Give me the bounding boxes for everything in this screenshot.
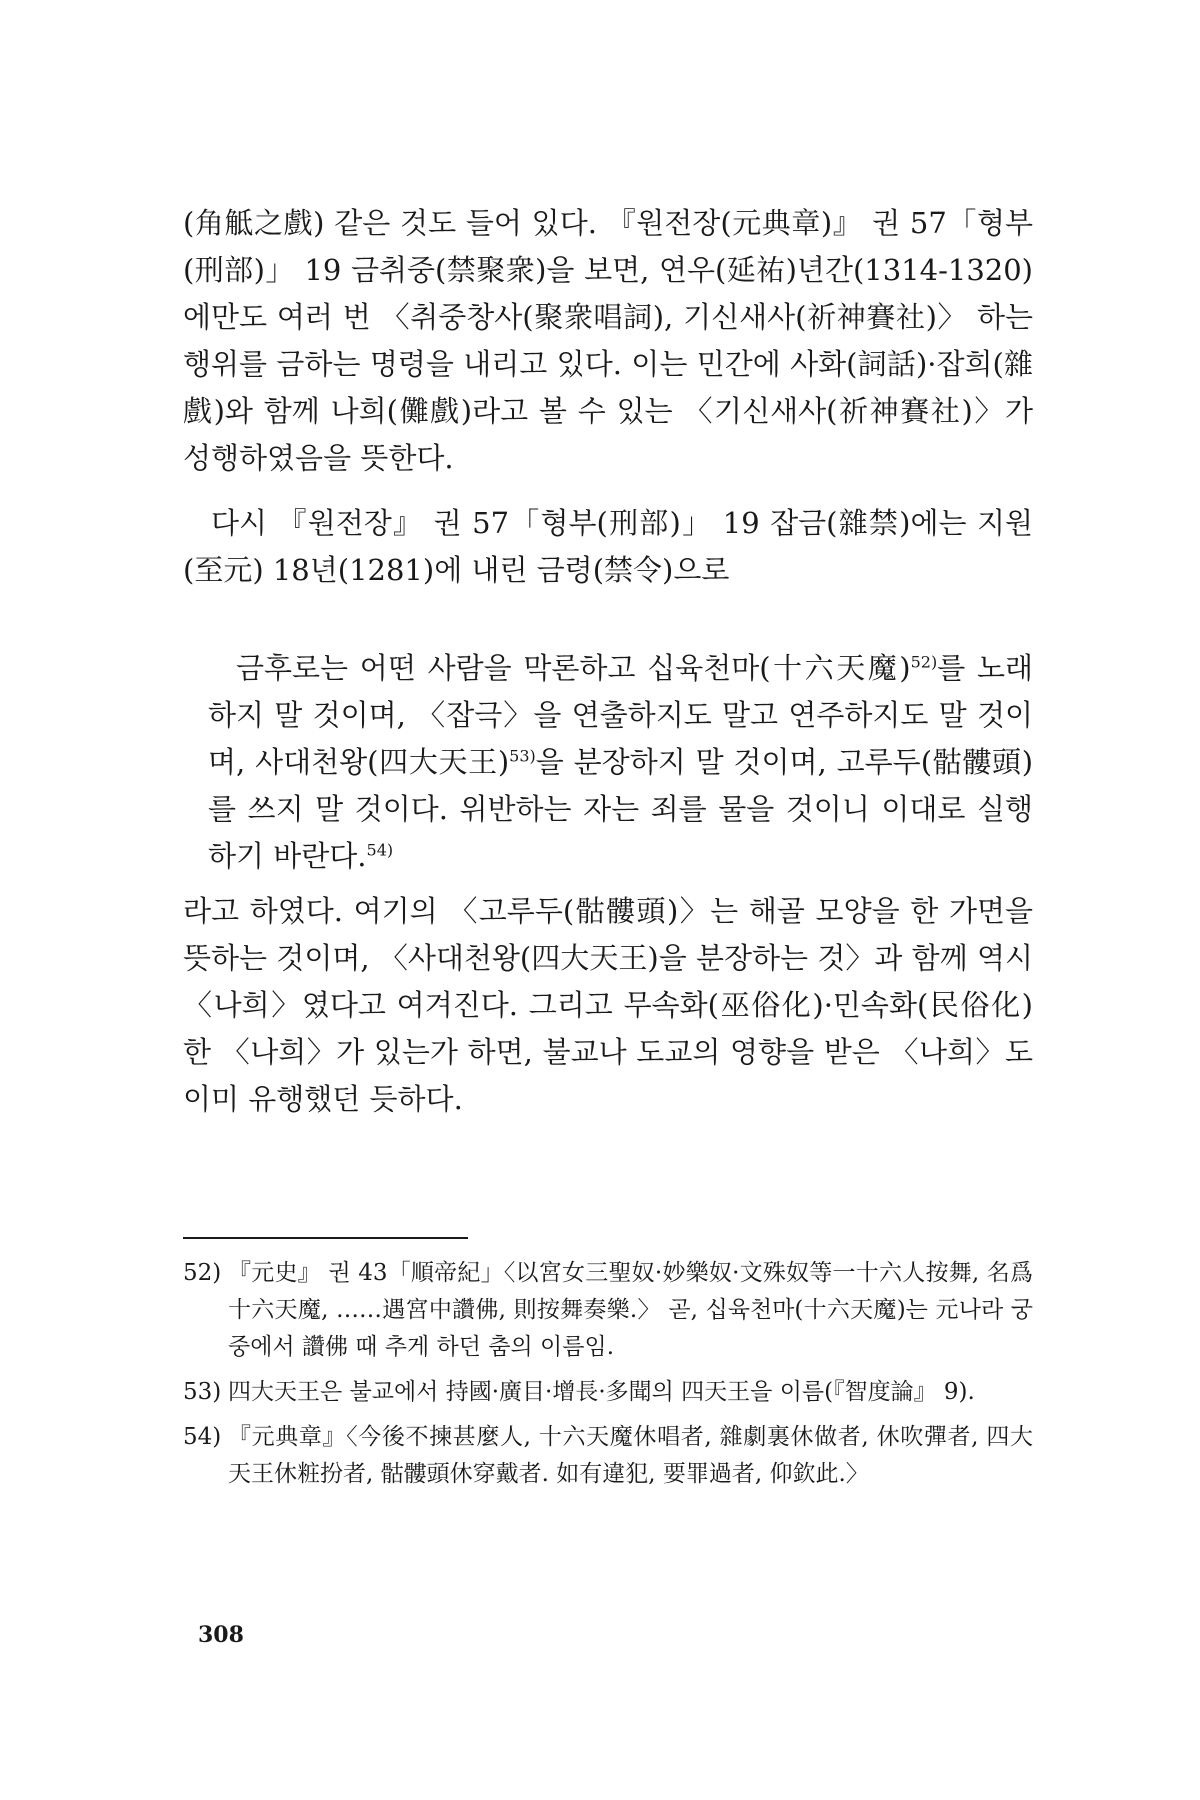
footnote-53 xyxy=(183,1374,1033,1411)
footnote-text: 四大天王은 불교에서 持國·廣目·增長·多聞의 四天王을 이름(『智度論』 9). xyxy=(228,1379,975,1405)
footnote-ref-52: 52) xyxy=(910,652,938,672)
body-paragraph-2: 다시 『원전장』 권 57「형부(刑部)」 19 잡금(雜禁)에는 지원(至元) 18년(1281)에 내린 금령(禁令)으로 xyxy=(183,506,1033,587)
quote-text: 를 노래하지 말 것이며, 〈잡극〉을 연출하지도 말고 연주하지도 말 것이며, 사대천왕(四大天王) xyxy=(208,651,1033,779)
body-paragraph-1: (角觝之戲) 같은 것도 들어 있다. 『원전장(元典章)』 권 57「형부(刑部)」 19 금취중(禁聚衆)을 보면, 연우(延祐)년간(1314-1320)에만도 여러 번 〈취중창사(聚衆唱詞), 기신새사(祈神賽社)〉 하는 행위를 금하는 명령을 내리고 있다. 이는 민간에 사화(詞話)·잡희(雜戲)와 함께 나희(儺戲)라고 볼 수 있는 〈기신새사(祈神賽社)〉가 성행하였음을 뜻한다. xyxy=(183,206,1033,475)
footnote-ref-54: 54) xyxy=(366,840,394,860)
footnote-divider xyxy=(183,1237,468,1239)
quote-text: 을 분장하지 말 것이며, 고루두(骷髏頭)를 쓰지 말 것이다. 위반하는 자는 죄를 물을 것이니 이대로 실행하기 바란다. xyxy=(208,745,1034,873)
body-paragraph-3: 라고 하였다. 여기의 〈고루두(骷髏頭)〉는 해골 모양을 한 가면을 뜻하는 것이며, 〈사대천왕(四大天王)을 분장하는 것〉과 함께 역시 〈나희〉였다고 여겨진다. 그리고 무속화(巫俗化)·민속화(民俗化)한 〈나희〉가 있는가 하면, 불교나 도교의 영향을 받은 〈나희〉도 이미 유행했던 듯하다. xyxy=(183,894,1033,1116)
footnote-ref-53: 53) xyxy=(509,746,536,766)
footnote-number: 54) xyxy=(183,1424,222,1450)
quote-text: 금후로는 어떤 사람을 막론하고 십육천마(十六天魔) xyxy=(236,651,911,685)
footnote-text: 『元史』 권 43「順帝紀」〈以宮女三聖奴·妙樂奴·文殊奴等一十六人按舞, 名爲十六天魔, ……遇宮中讚佛, 則按舞奏樂.〉 곧, 십육천마(十六天魔)는 元나라 궁중에서 讚佛 때 추게 하던 춤의 이름임. xyxy=(228,1260,1033,1360)
footnote-text: 『元典章』〈今後不揀甚麼人, 十六天魔休唱者, 雜劇裏休做者, 休吹彈者, 四大天王休粧扮者, 骷髏頭休穿戴者. 如有違犯, 要罪過者, 仰欽此.〉 xyxy=(228,1424,1033,1487)
footnote-number: 53) xyxy=(183,1379,222,1405)
footnote-52 xyxy=(183,1255,1033,1366)
block-quote xyxy=(208,645,1033,880)
footnotes xyxy=(183,1255,1033,1501)
footnote-number: 52) xyxy=(183,1260,222,1286)
footnote-54 xyxy=(183,1419,1033,1493)
page-number: 308 xyxy=(198,1622,244,1648)
